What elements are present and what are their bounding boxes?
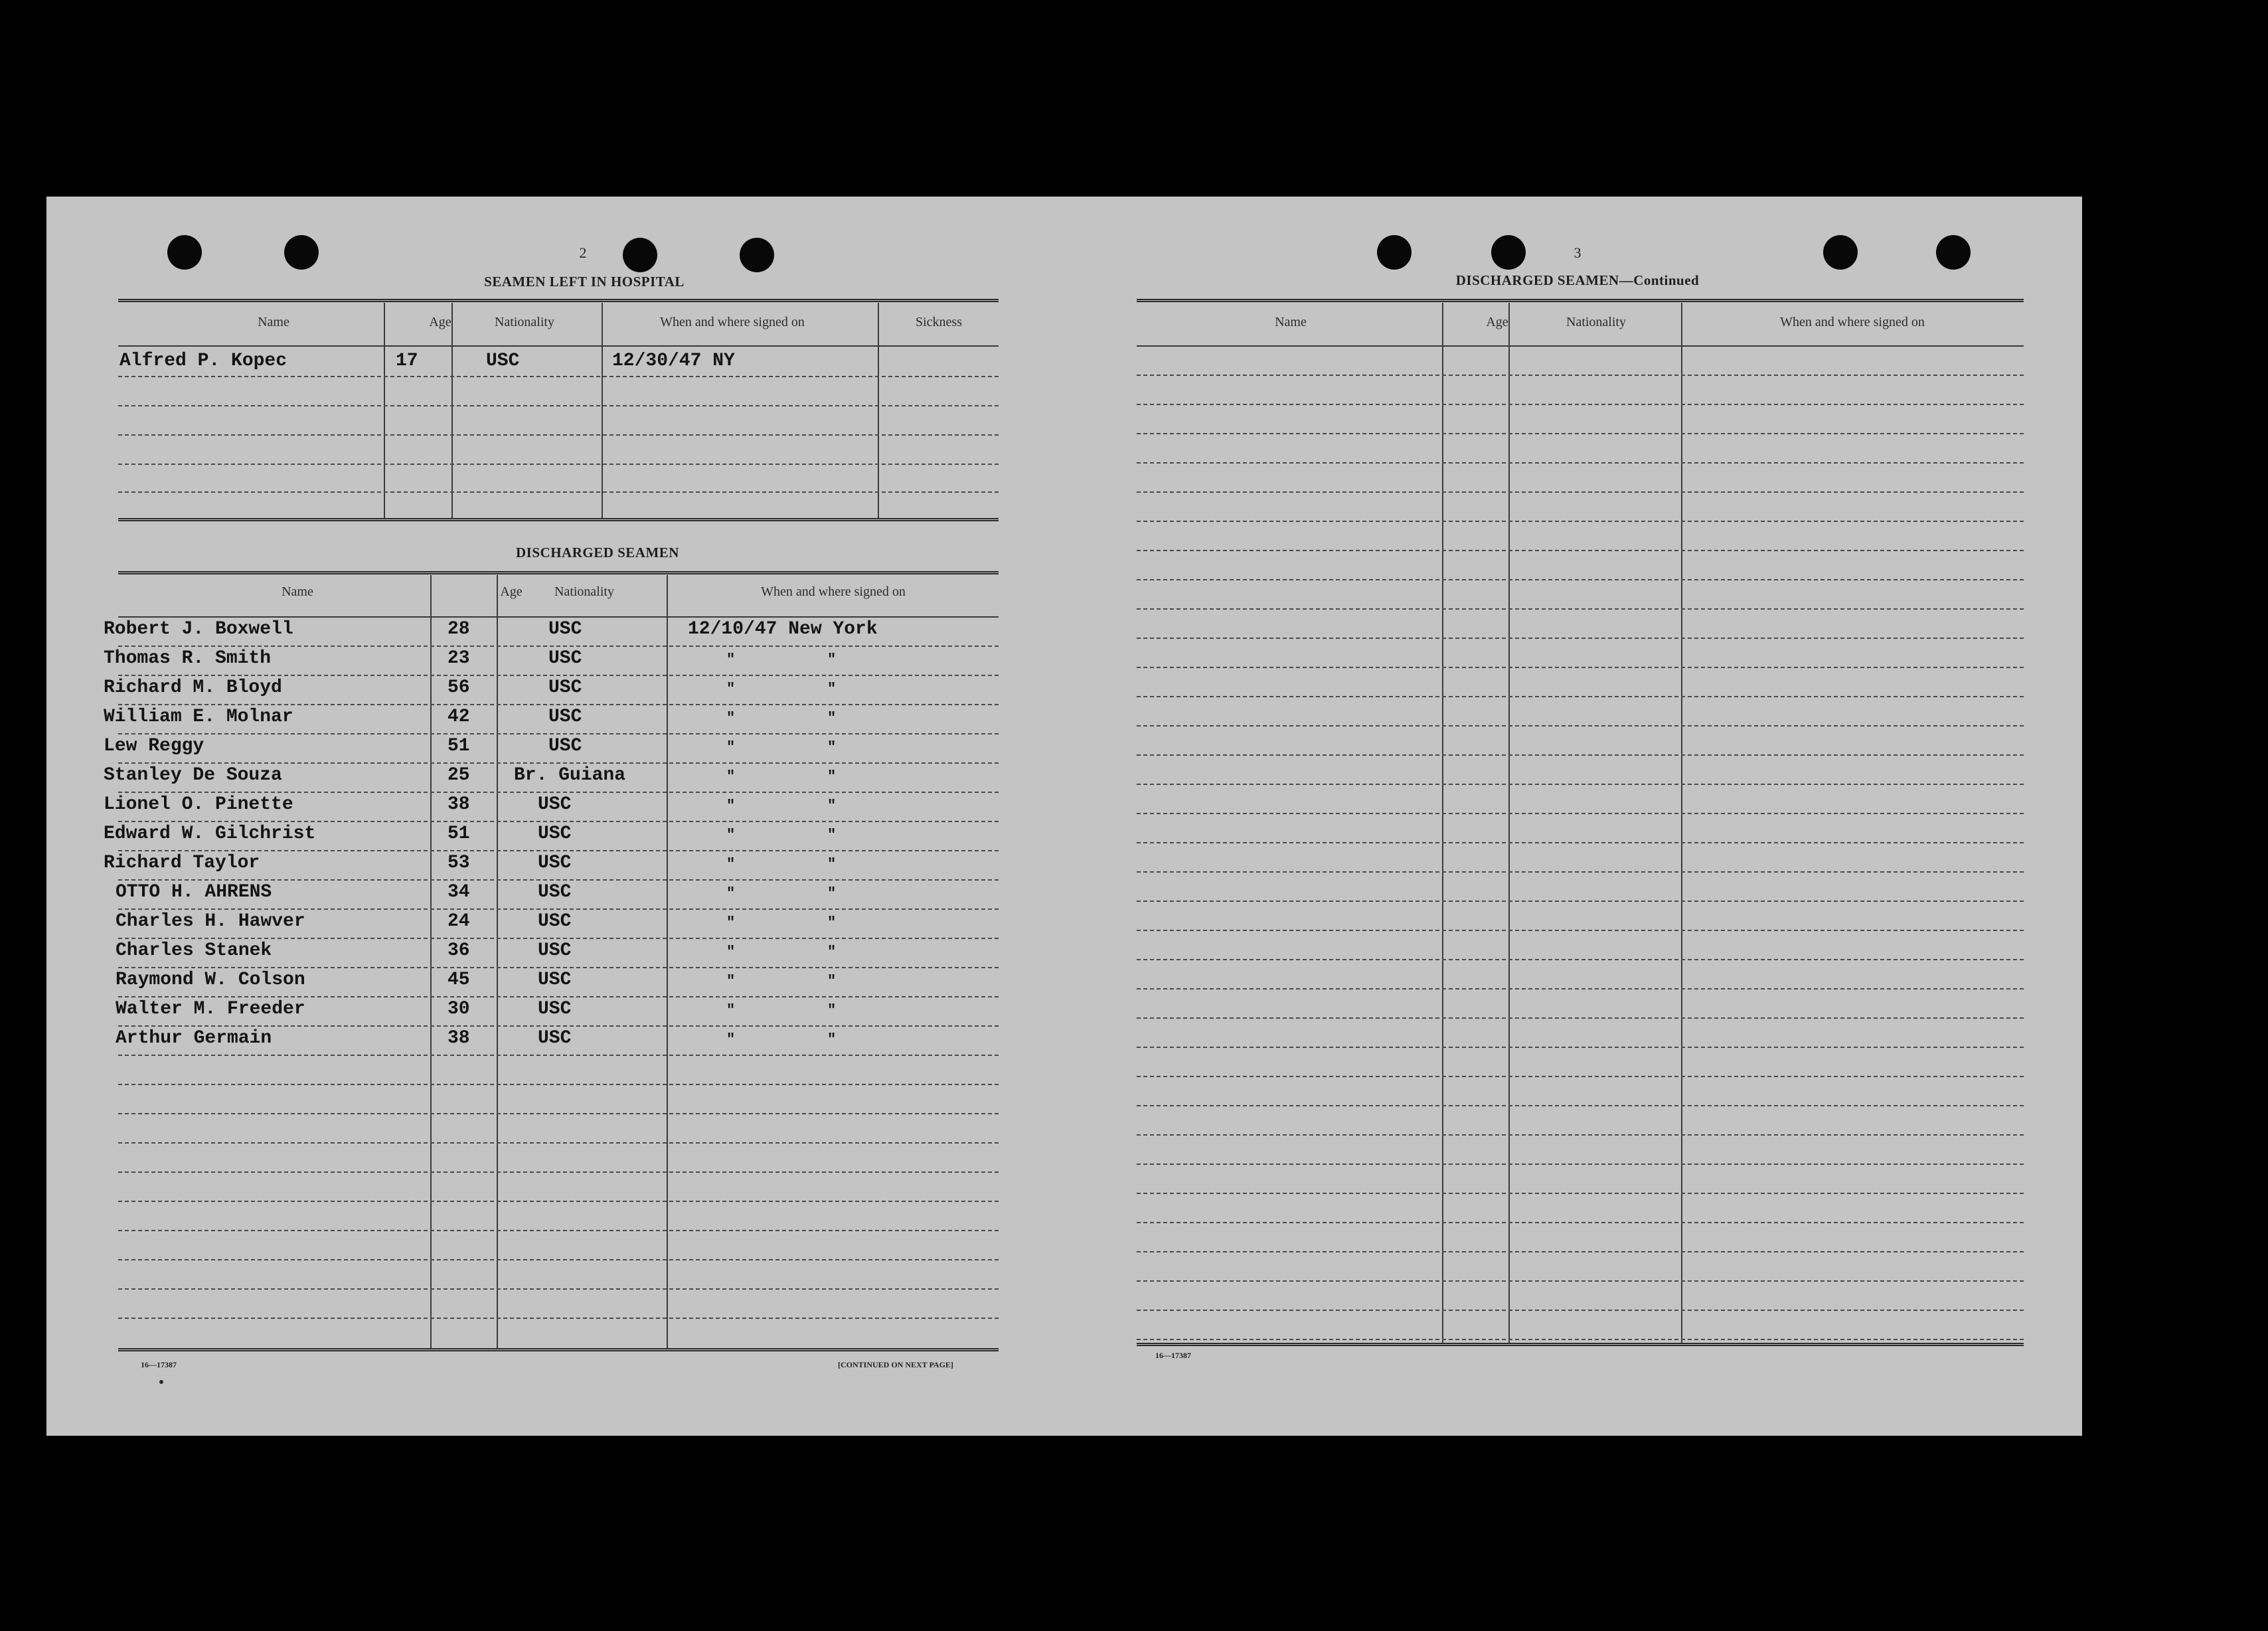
row-rule: [1137, 491, 2024, 493]
discharged-table-top-rule: [118, 571, 999, 574]
row-rule: [1137, 1339, 2024, 1340]
row-rule: [1137, 638, 2024, 639]
punch-hole-icon: [1936, 235, 1971, 270]
row-rule: [118, 1288, 999, 1290]
ditto-place-mark: ": [827, 651, 837, 668]
row-rule: [118, 1084, 999, 1085]
ditto-date-mark: ": [726, 681, 736, 697]
seaman-name: Stanley De Souza: [104, 765, 282, 786]
row-rule: [118, 908, 999, 910]
row-rule: [118, 850, 999, 851]
discharged-table-bottom-rule: [118, 1348, 999, 1351]
left-page: [46, 197, 1065, 1436]
page-number: 2: [579, 244, 587, 261]
row-rule: [118, 1318, 999, 1319]
seaman-name: Charles H. Hawver: [116, 911, 305, 932]
punch-hole-icon: [167, 235, 202, 270]
right-page: [1065, 197, 2082, 1436]
row-rule: [118, 491, 999, 493]
form-number: 16—17387: [1155, 1351, 1191, 1360]
row-rule: [118, 1025, 999, 1027]
seaman-name: Thomas R. Smith: [104, 648, 272, 669]
row-rule: [118, 821, 999, 822]
ditto-place-mark: ": [827, 798, 837, 814]
ditto-date-mark: ": [726, 768, 736, 785]
seaman-name: OTTO H. AHRENS: [116, 882, 272, 902]
seaman-name: Richard Taylor: [104, 853, 260, 873]
seaman-name: Richard M. Bloyd: [104, 677, 282, 698]
ditto-place-mark: ": [827, 827, 837, 843]
continued-col-divider: [1681, 303, 1682, 1344]
seaman-age: 53: [447, 853, 470, 873]
seaman-name: William E. Molnar: [104, 707, 293, 727]
seaman-nationality: USC: [538, 1028, 572, 1049]
seaman-nationality: USC: [548, 648, 582, 669]
seaman-nationality: USC: [538, 940, 572, 961]
row-rule: [118, 1201, 999, 1202]
hospital-table-bottom-rule: [118, 518, 999, 521]
row-rule: [1137, 1163, 2024, 1165]
row-rule: [1137, 462, 2024, 464]
hospital-col-divider: [878, 303, 879, 519]
row-rule: [1137, 550, 2024, 551]
ditto-date-mark: ": [726, 914, 736, 931]
row-rule: [118, 1055, 999, 1056]
punch-hole-icon: [623, 238, 657, 272]
row-rule: [1137, 959, 2024, 960]
ditto-place-mark: ": [827, 973, 837, 989]
seaman-nationality: USC: [548, 677, 582, 698]
row-rule: [1137, 842, 2024, 843]
row-rule: [118, 1171, 999, 1173]
ditto-date-mark: ": [726, 1031, 736, 1048]
ditto-place-mark: ": [827, 914, 837, 931]
ditto-date-mark: ": [726, 710, 736, 727]
continued-table-top-rule: [1137, 299, 2024, 302]
punch-hole-icon: [1491, 235, 1526, 270]
discharged-header-rule: [118, 616, 999, 618]
ditto-place-mark: ": [827, 739, 837, 756]
row-rule: [1137, 521, 2024, 522]
seaman-age: 38: [447, 1028, 470, 1049]
row-rule: [118, 879, 999, 881]
seaman-age: 34: [447, 882, 470, 902]
seaman-name: Walter M. Freeder: [116, 999, 305, 1019]
row-rule: [118, 1142, 999, 1144]
discharged-col-divider: [430, 575, 432, 1348]
ink-mark-icon: [159, 1380, 163, 1384]
page-number: 3: [1574, 244, 1581, 261]
hospital-row-nationality: USC: [486, 351, 520, 371]
seaman-age: 51: [447, 823, 470, 844]
seaman-age: 38: [447, 794, 470, 815]
ditto-place-mark: ": [827, 681, 837, 697]
row-rule: [118, 762, 999, 764]
ditto-date-mark: ": [726, 739, 736, 756]
row-rule: [1137, 1280, 2024, 1282]
seaman-age: 42: [447, 707, 470, 727]
row-rule: [118, 376, 999, 377]
ditto-date-mark: ": [726, 827, 736, 843]
hospital-header-signed-on: When and where signed on: [660, 315, 805, 329]
ditto-date-mark: ": [726, 1002, 736, 1019]
row-rule: [1137, 1251, 2024, 1252]
seaman-nationality: USC: [538, 999, 572, 1019]
hospital-header-name: Name: [258, 315, 289, 329]
ditto-date-mark: ": [726, 651, 736, 668]
continued-header-nationality: Nationality: [1566, 315, 1626, 329]
seaman-age: 23: [447, 648, 470, 669]
ditto-place-mark: ": [827, 944, 837, 960]
continued-header-age: Age: [1486, 315, 1508, 329]
row-rule: [118, 1259, 999, 1260]
continued-col-divider: [1442, 303, 1443, 1344]
hospital-table-top-rule: [118, 299, 999, 302]
seaman-name: Robert J. Boxwell: [104, 619, 293, 640]
row-rule: [1137, 404, 2024, 405]
ditto-date-mark: ": [726, 944, 736, 960]
seaman-age: 36: [447, 940, 470, 961]
row-rule: [118, 1113, 999, 1114]
continued-section-title: DISCHARGED SEAMEN—Continued: [1455, 272, 1700, 288]
hospital-col-divider: [451, 303, 453, 519]
seaman-age: 28: [447, 619, 470, 640]
row-rule: [118, 675, 999, 676]
seaman-name: Edward W. Gilchrist: [104, 823, 316, 844]
seaman-age: 45: [447, 970, 470, 990]
row-rule: [118, 938, 999, 939]
row-rule: [1137, 871, 2024, 873]
seaman-nationality: USC: [538, 970, 572, 990]
row-rule: [118, 996, 999, 997]
continued-note: [CONTINUED ON NEXT PAGE]: [838, 1360, 953, 1369]
row-rule: [118, 464, 999, 465]
row-rule: [1137, 608, 2024, 610]
row-rule: [1137, 901, 2024, 902]
row-rule: [1137, 784, 2024, 785]
hospital-header-nationality: Nationality: [495, 315, 554, 329]
row-rule: [1137, 696, 2024, 697]
row-rule: [118, 434, 999, 436]
continued-header-rule: [1137, 345, 2024, 347]
seaman-nationality: USC: [538, 882, 572, 902]
seaman-nationality: USC: [548, 707, 582, 727]
row-rule: [1137, 1076, 2024, 1077]
ditto-place-mark: ": [827, 768, 837, 785]
row-rule: [118, 1230, 999, 1231]
seaman-nationality: USC: [538, 853, 572, 873]
seaman-nationality: USC: [548, 619, 582, 640]
ditto-place-mark: ": [827, 1002, 837, 1019]
punch-hole-icon: [1377, 235, 1412, 270]
seaman-name: Raymond W. Colson: [116, 970, 305, 990]
hospital-row-signed-on: 12/30/47 NY: [612, 351, 735, 371]
ditto-date-mark: ": [726, 856, 736, 873]
seaman-name: Lionel O. Pinette: [104, 794, 293, 815]
ditto-place-mark: ": [827, 856, 837, 873]
hospital-col-divider: [384, 303, 385, 519]
row-rule: [1137, 1017, 2024, 1019]
row-rule: [1137, 1193, 2024, 1194]
row-rule: [118, 967, 999, 968]
row-rule: [118, 704, 999, 705]
ditto-date-mark: ": [726, 798, 736, 814]
discharged-header-name: Name: [282, 584, 313, 599]
seaman-age: 51: [447, 736, 470, 756]
hospital-row-name: Alfred P. Kopec: [120, 351, 287, 371]
ditto-date-mark: ": [726, 973, 736, 989]
ditto-place-mark: ": [827, 710, 837, 727]
punch-hole-icon: [740, 238, 774, 272]
seaman-nationality: Br. Guiana: [514, 765, 626, 786]
hospital-header-sickness: Sickness: [916, 315, 962, 329]
discharged-header-signed-on: When and where signed on: [761, 584, 906, 599]
continued-header-name: Name: [1275, 315, 1307, 329]
row-rule: [1137, 754, 2024, 756]
row-rule: [1137, 1310, 2024, 1311]
hospital-row-age: 17: [396, 351, 418, 371]
seaman-age: 56: [447, 677, 470, 698]
row-rule: [1137, 1047, 2024, 1048]
form-number: 16—17387: [141, 1360, 177, 1369]
row-rule: [1137, 579, 2024, 580]
seaman-age: 30: [447, 999, 470, 1019]
continued-table-bottom-rule: [1137, 1343, 2024, 1346]
ditto-date-mark: ": [726, 885, 736, 902]
continued-header-signed-on: When and where signed on: [1780, 315, 1925, 329]
seaman-nationality: USC: [538, 823, 572, 844]
row-rule: [1137, 375, 2024, 376]
row-rule: [1137, 1105, 2024, 1106]
seaman-name: Arthur Germain: [116, 1028, 272, 1049]
row-rule: [1137, 725, 2024, 727]
discharged-section-title: DISCHARGED SEAMEN: [516, 545, 679, 560]
continued-col-divider: [1508, 303, 1510, 1344]
row-rule: [1137, 1222, 2024, 1223]
row-rule: [1137, 930, 2024, 931]
seaman-nationality: USC: [538, 911, 572, 932]
discharged-header-age: Age: [500, 584, 523, 599]
row-rule: [1137, 433, 2024, 434]
seaman-name: Charles Stanek: [116, 940, 272, 961]
punch-hole-icon: [284, 235, 319, 270]
seaman-name: Lew Reggy: [104, 736, 204, 756]
seaman-age: 24: [447, 911, 470, 932]
hospital-col-divider: [602, 303, 603, 519]
row-rule: [118, 733, 999, 734]
discharged-header-nationality: Nationality: [554, 584, 614, 599]
punch-hole-icon: [1823, 235, 1858, 270]
row-rule: [118, 645, 999, 647]
row-rule: [118, 405, 999, 406]
row-rule: [1137, 1134, 2024, 1136]
seaman-signed-on: 12/10/47 New York: [688, 619, 878, 640]
row-rule: [1137, 813, 2024, 814]
seaman-nationality: USC: [538, 794, 572, 815]
hospital-section-title: SEAMEN LEFT IN HOSPITAL: [484, 274, 685, 290]
seaman-age: 25: [447, 765, 470, 786]
seaman-nationality: USC: [548, 736, 582, 756]
hospital-header-age: Age: [429, 315, 451, 329]
discharged-col-divider: [497, 575, 498, 1348]
row-rule: [118, 792, 999, 793]
ditto-place-mark: ": [827, 1031, 837, 1048]
row-rule: [1137, 988, 2024, 989]
discharged-col-divider: [667, 575, 668, 1348]
hospital-header-rule: [118, 345, 999, 347]
row-rule: [1137, 667, 2024, 668]
ditto-place-mark: ": [827, 885, 837, 902]
